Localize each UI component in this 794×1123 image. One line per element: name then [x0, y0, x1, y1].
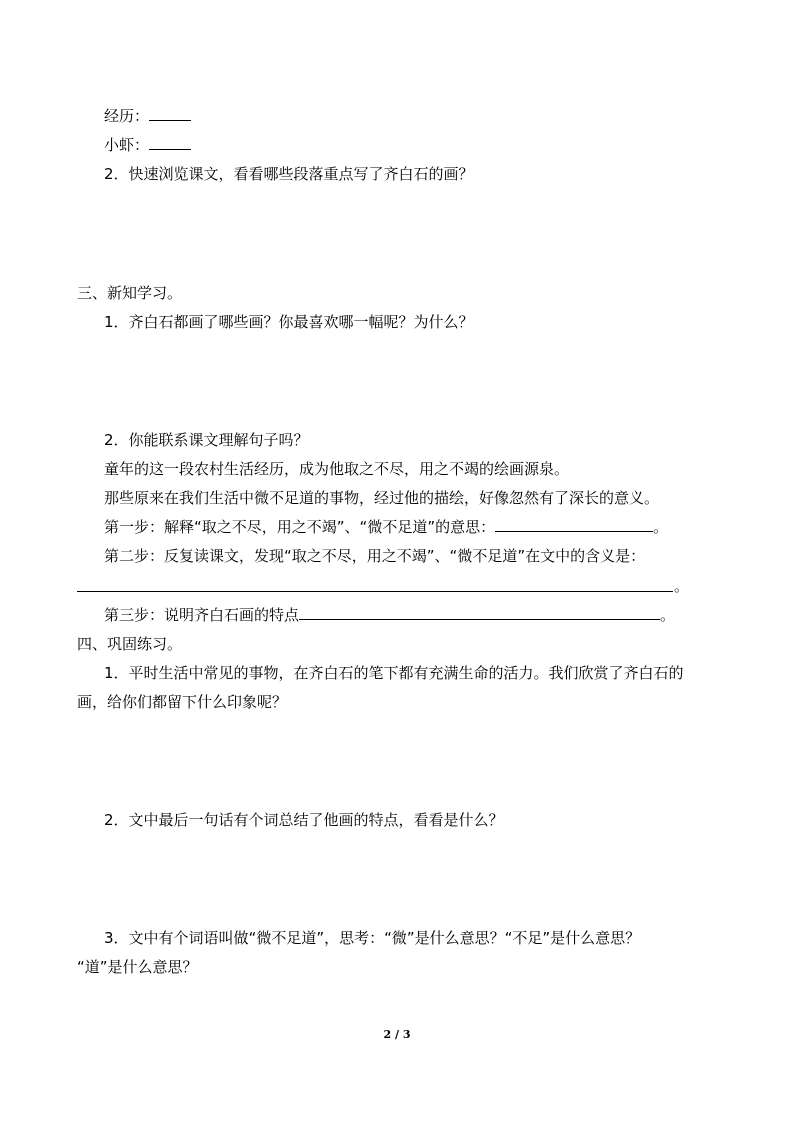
step-1: [104, 517, 668, 537]
xiaoxia-blank[interactable]: [149, 135, 191, 150]
step-1-text: 第一步：解释“取之不尽，用之不竭”、“微不足道”的意思：: [104, 518, 496, 536]
step-1-blank[interactable]: [495, 517, 653, 532]
step-3-blank[interactable]: [299, 605, 660, 620]
page-number: 2 / 3: [383, 1028, 411, 1041]
jingli-label: 经历：: [104, 107, 150, 125]
jingli-blank[interactable]: [149, 106, 191, 121]
question-browse: 2．快速浏览课文，看看哪些段落重点写了齐白石的画？: [104, 165, 474, 183]
step-2-blank[interactable]: [77, 591, 673, 592]
section-heading-3: 三、新知学习。: [77, 284, 183, 302]
step-2-period: 。: [674, 577, 690, 595]
step-2: 第二步：反复读课文，发现“取之不尽，用之不竭”、“微不足道”在文中的含义是：: [104, 547, 646, 565]
sentence-1: 童年的这一段农村生活经历，成为他取之不尽，用之不竭的绘画源泉。: [104, 460, 570, 478]
xiaoxia-label: 小虾：: [104, 136, 150, 154]
section-heading-4: 四、巩固练习。: [77, 635, 183, 653]
step-3-period: 。: [660, 606, 676, 624]
step-3: [104, 605, 675, 625]
practice-1-line-1: 1．平时生活中常见的事物，在齐白石的笔下都有充满生命的活力。我们欣赏了齐白石的: [104, 664, 684, 682]
line-xiaoxia: [104, 135, 191, 155]
step-3-text: 第三步：说明齐白石画的特点: [104, 606, 300, 624]
question-sentences: 2．你能联系课文理解句子吗？: [104, 431, 309, 449]
practice-1-line-2: 画，给你们都留下什么印象呢？: [77, 693, 288, 711]
practice-2: 2．文中最后一句话有个词总结了他画的特点，看看是什么？: [104, 811, 504, 829]
sentence-2: 那些原来在我们生活中微不足道的事物，经过他的描绘，好像忽然有了深长的意义。: [104, 489, 660, 507]
step-1-period: 。: [653, 518, 669, 536]
question-paintings: 1．齐白石都画了哪些画？你最喜欢哪一幅呢？为什么？: [104, 313, 474, 331]
line-jingli: [104, 106, 191, 126]
practice-3-line-1: 3．文中有个词语叫做“微不足道”，思考：“微”是什么意思？“不足”是什么意思？: [104, 929, 641, 947]
practice-3-line-2: “道”是什么意思？: [77, 958, 198, 976]
